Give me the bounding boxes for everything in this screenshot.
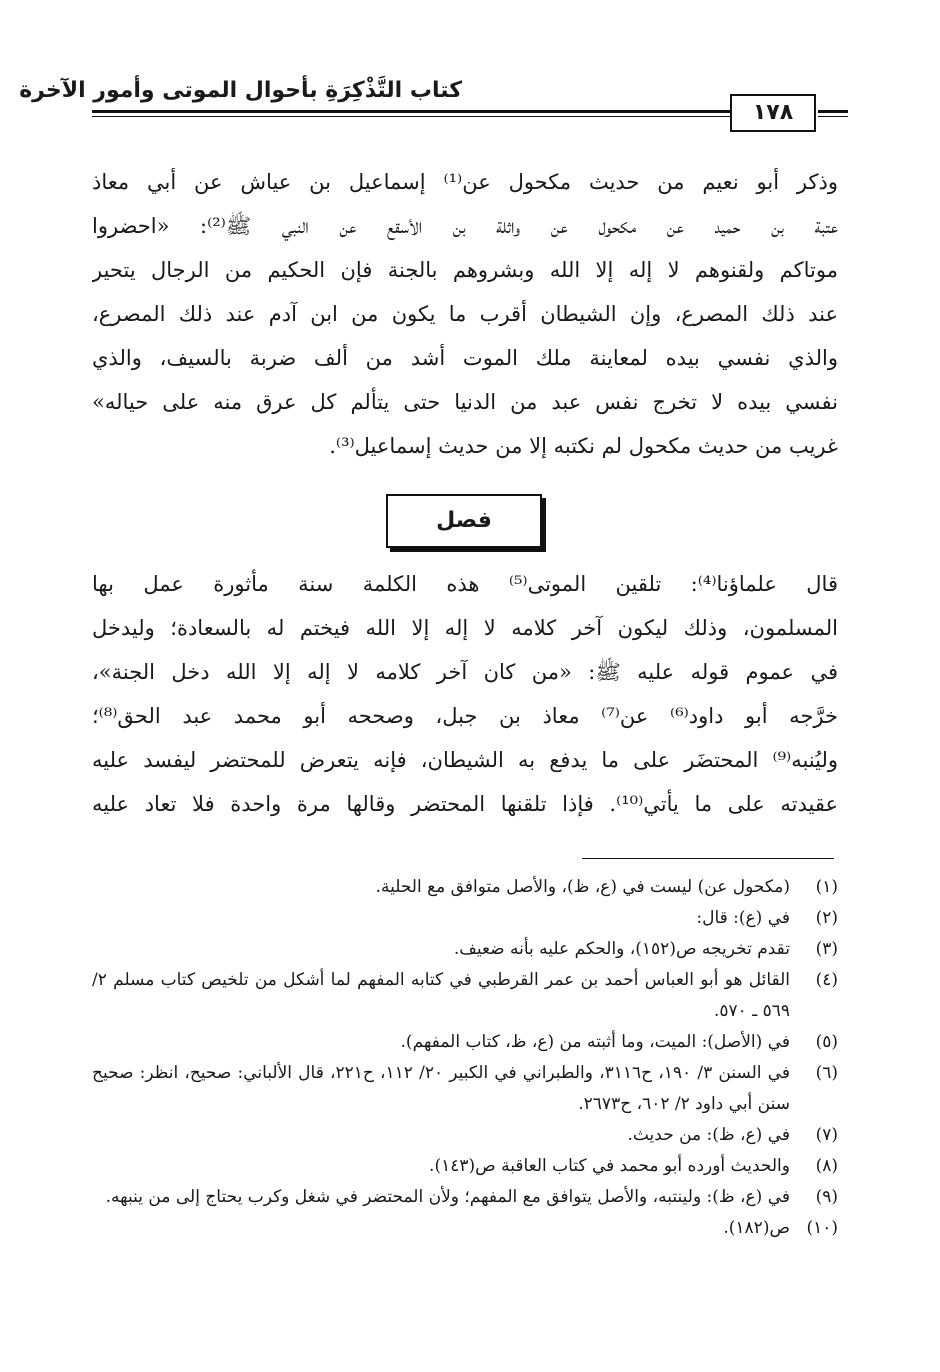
footnote-item <box>92 1027 838 1058</box>
paragraph-1-line: عند ذلك المصرع، وإن الشيطان أقرب ما يكون من ابن آدم عند ذلك المصرع، <box>92 302 838 326</box>
footnote-number: (٧) <box>815 1125 838 1145</box>
paragraph-2-line: المسلمون، وذلك ليكون آخر كلامه لا إله إلا الله فيختم له بالسعادة؛ وليدخل <box>92 616 838 640</box>
footnote-item <box>92 872 838 903</box>
footnote-number: (١) <box>815 877 838 897</box>
footnote-text: في (ع، ظ): من حديث. <box>627 1125 790 1145</box>
footnote-number: (٨) <box>815 1156 838 1176</box>
paragraph-1-line: وذكر أبو نعيم من حديث مكحول عن⁽¹⁾ إسماعيل بن عياش عن أبي معاذ <box>92 170 838 194</box>
footnote-text: والحديث أورده أبو محمد في كتاب العاقبة ص(١٤٣). <box>429 1156 790 1176</box>
paragraph-2 <box>92 562 838 826</box>
footnote-number: (٩) <box>815 1187 838 1207</box>
paragraph-1-line: عتبة بن حميد عن مكحول عن واثلة بن الأسقع عن النبي ﷺ⁽²⁾: «احضروا <box>92 214 838 238</box>
paragraph-1-line: غريب من حديث مكحول لم نكتبه إلا من حديث إسماعيل⁽³⁾. <box>329 434 838 458</box>
footnote-text: ص(١٨٢). <box>723 1218 790 1238</box>
footnote-text: في السنن ٣/ ١٩٠، ح٣١١٦، والطبراني في الكبير ٢٠/ ١١٢، ح٢٢١، قال الألباني: صحيح، انظر: صحيح سنن أبي داود ٢/ ٦٠٢، ح٢٦٧٣. <box>92 1063 790 1114</box>
paragraph-1-line: نفسي بيده لا تخرج نفس عبد من الدنيا حتى يتألم كل عرق منه على حياله» <box>92 390 838 414</box>
footnote-number: (٦) <box>815 1063 838 1083</box>
footnote-number: (٢) <box>815 908 838 928</box>
footnote-number: (٣) <box>815 939 838 959</box>
footnote-text: تقدم تخريجه ص(١٥٢)، والحكم عليه بأنه ضعيف. <box>453 939 790 959</box>
footnote-item <box>92 965 838 1027</box>
footnote-number: (١٠) <box>806 1218 838 1238</box>
section-heading: فصل <box>386 494 542 548</box>
paragraph-2-line: خرَّجه أبو داود⁽⁶⁾ عن⁽⁷⁾ معاذ بن جبل، وصححه أبو محمد عبد الحق⁽⁸⁾؛ <box>92 704 838 728</box>
footnotes <box>92 872 838 1244</box>
paragraph-2-line: في عموم قوله عليه ﷺ: «من كان آخر كلامه لا إله إلا الله دخل الجنة»، <box>92 660 838 684</box>
header-rule-thick <box>92 110 730 113</box>
footnote-item <box>92 1182 838 1213</box>
header-rule-right-thin <box>818 116 848 117</box>
paragraph-2-line: قال علماؤنا⁽⁴⁾: تلقين الموتى⁽⁵⁾ هذه الكلمة سنة مأثورة عمل بها <box>92 572 838 596</box>
header-rule-thin <box>92 116 730 117</box>
page-number: ١٧٨ <box>730 94 816 132</box>
footnote-text: في (ع): قال: <box>696 908 790 928</box>
footnote-item <box>92 934 838 965</box>
footnote-text: في (ع، ظ): ولينتبه، والأصل يتوافق مع المفهم؛ ولأن المحتضر في شغل وكرب يحتاج إلى من ينبهه. <box>105 1187 790 1207</box>
paragraph-1 <box>92 160 838 468</box>
paragraph-1-line: والذي نفسي بيده لمعاينة ملك الموت أشد من ألف ضربة بالسيف، والذي <box>92 346 838 370</box>
footnote-separator <box>582 858 834 859</box>
footnote-item <box>92 1120 838 1151</box>
header-rule-right-thick <box>818 110 848 113</box>
footnote-item <box>92 1213 838 1244</box>
footnote-item <box>92 1058 838 1120</box>
footnote-text: في (الأصل): الميت، وما أثبته من (ع، ظ، كتاب المفهم). <box>400 1032 790 1052</box>
footnote-number: (٤) <box>815 970 838 990</box>
paragraph-1-line: موتاكم ولقنوهم لا إله إلا الله وبشروهم بالجنة فإن الحكيم من الرجال يتحير <box>92 258 838 282</box>
footnote-item <box>92 903 838 934</box>
footnote-text: القائل هو أبو العباس أحمد بن عمر القرطبي في كتابه المفهم لما أشكل من تلخيص كتاب مسلم ٢/ ٥٦٩ ـ ٥٧٠. <box>92 970 790 1021</box>
footnote-text: (مكحول عن) ليست في (ع، ظ)، والأصل متوافق مع الحلية. <box>375 877 790 897</box>
paragraph-2-line: عقيدته على ما يأتي⁽¹⁰⁾. فإذا تلقنها المحتضر وقالها مرة واحدة فلا تعاد عليه <box>92 792 838 816</box>
paragraph-2-line: وليُنبه⁽⁹⁾ المحتضَر على ما يدفع به الشيطان، فإنه يتعرض للمحتضر ليفسد عليه <box>92 748 838 772</box>
footnote-item <box>92 1151 838 1182</box>
footnote-number: (٥) <box>815 1032 838 1052</box>
page-header-title: كتاب التَّذْكِرَةِ بأحوال الموتى وأمور الآخرة <box>19 78 462 103</box>
